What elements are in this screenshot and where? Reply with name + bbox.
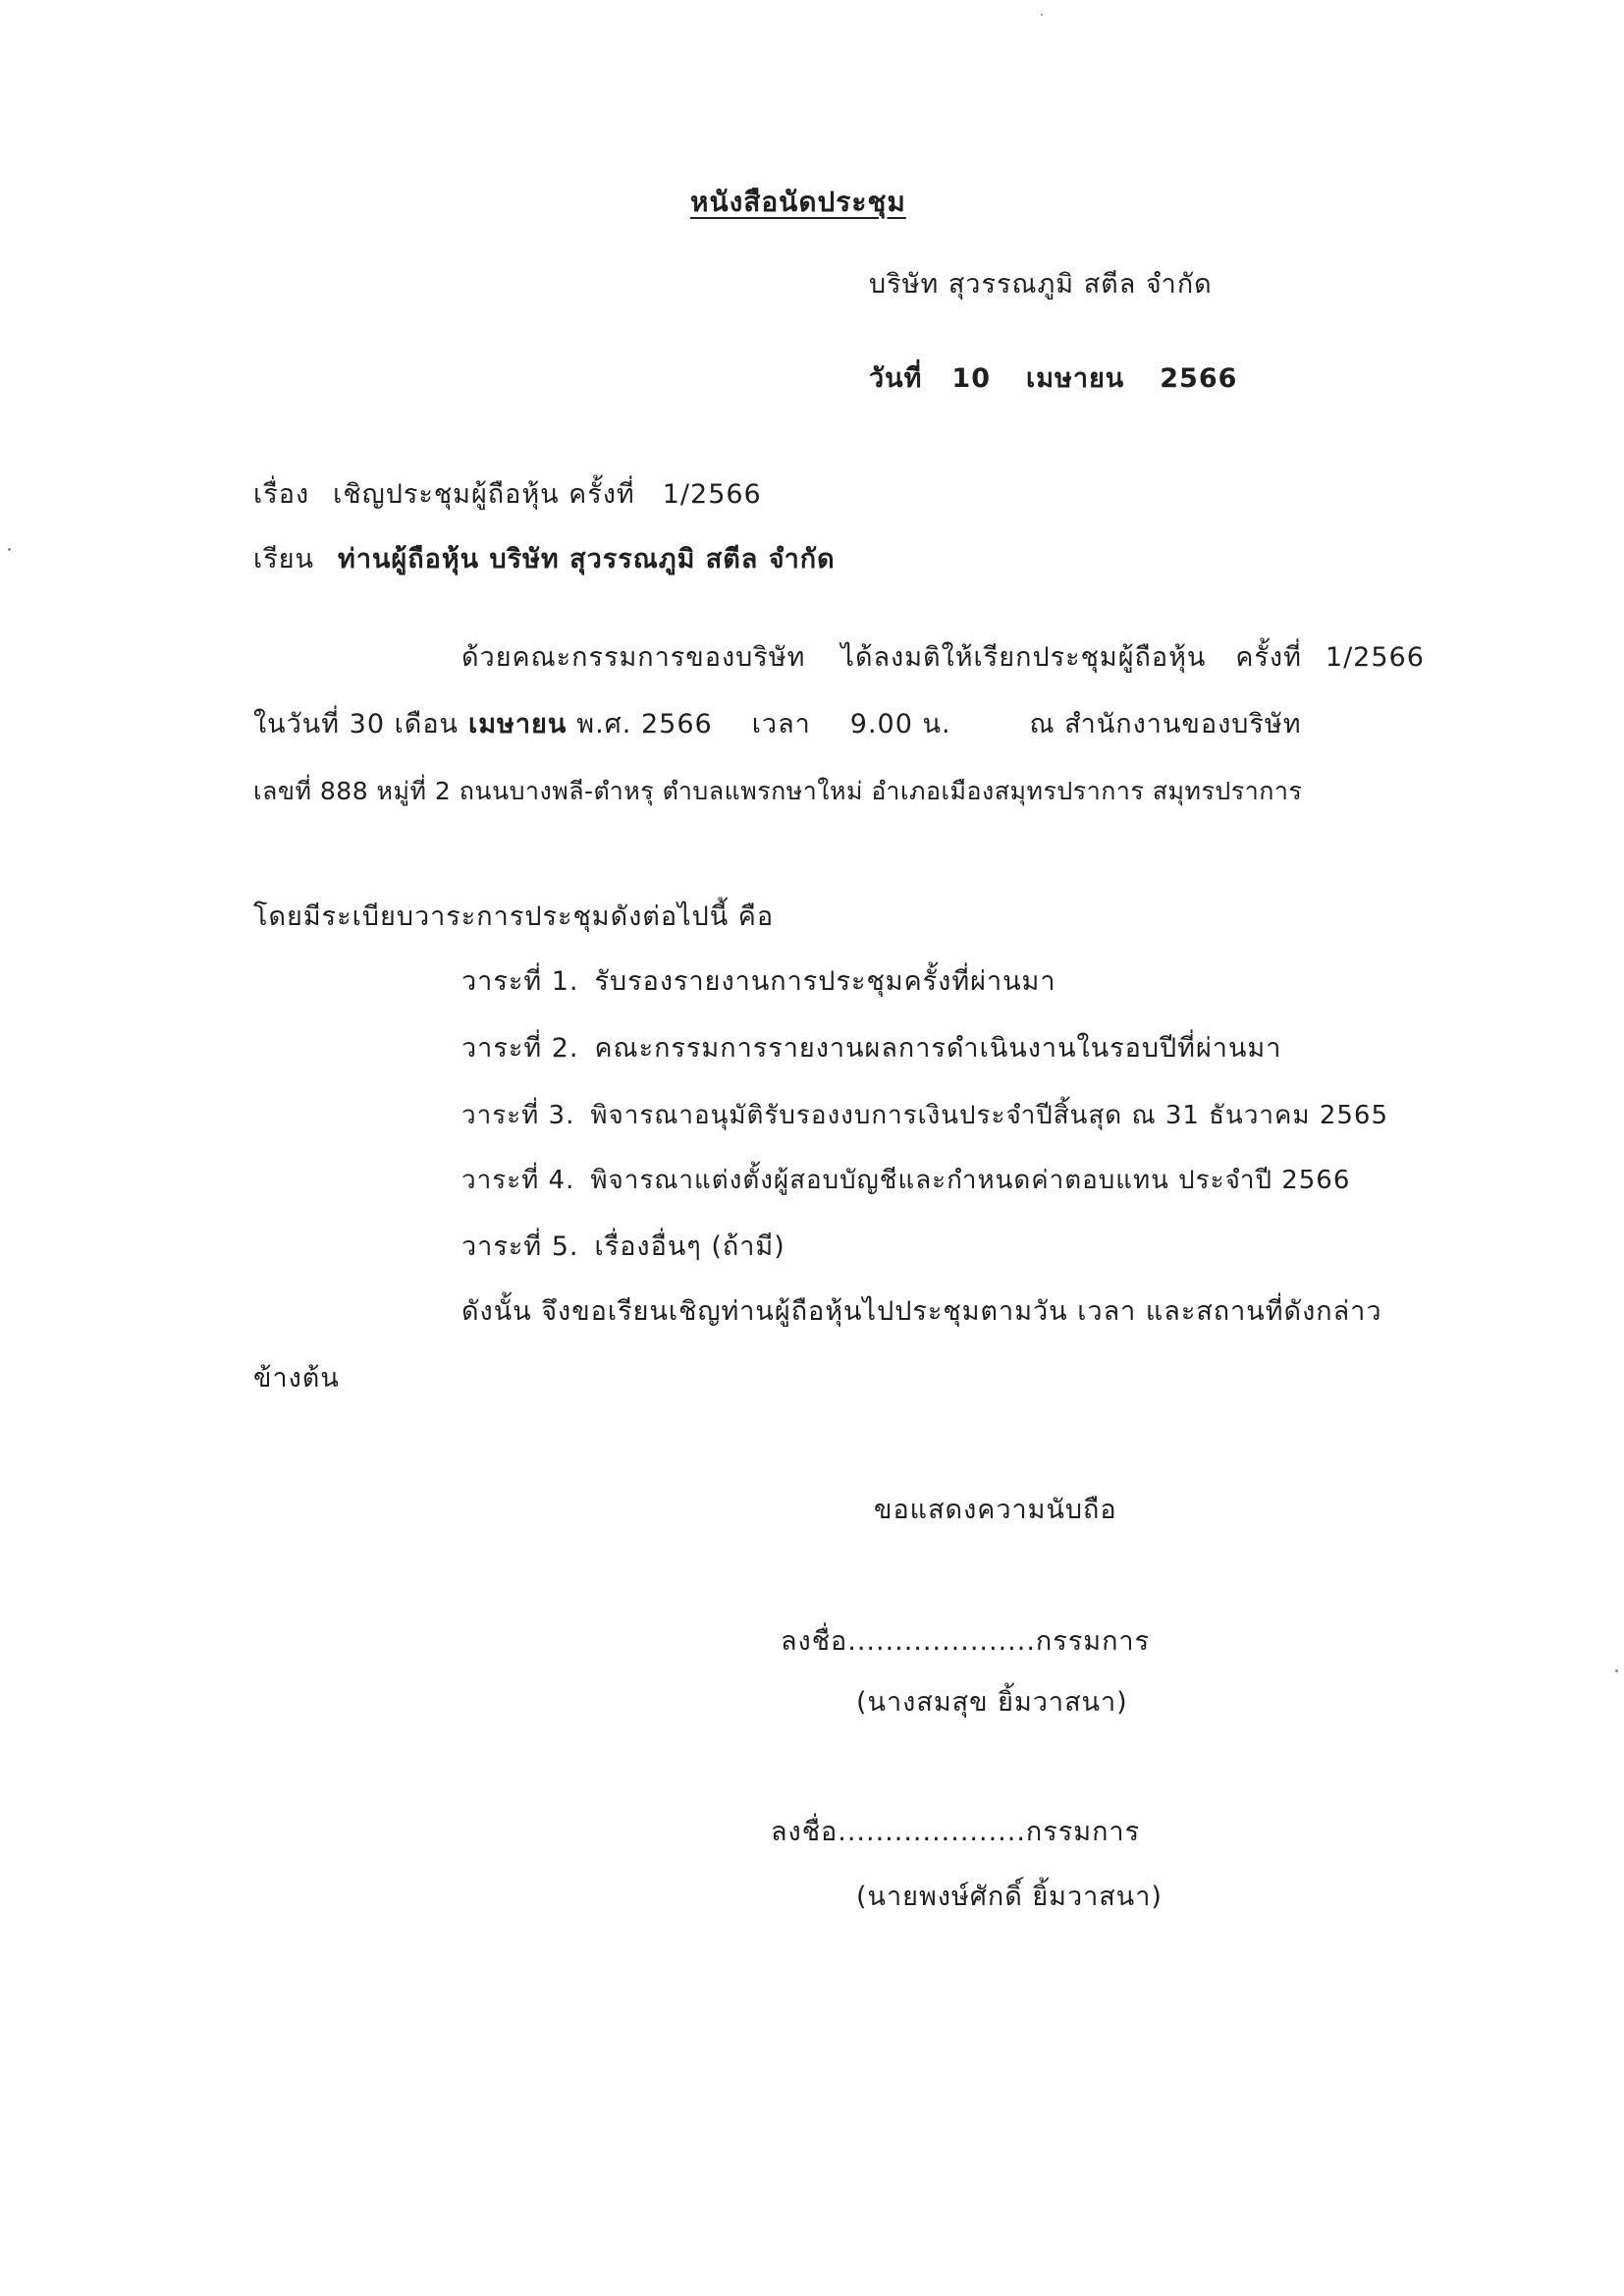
regards: ขอแสดงความนับถือ [874,1495,1117,1525]
body-text: ครั้งที่ [1235,642,1302,673]
agenda-text: พิจารณาอนุมัติรับรองงบการเงินประจำปีสิ้นสุด ณ 31 ธันวาคม 2565 [590,1101,1388,1130]
agenda-text: พิจารณาแต่งตั้งผู้สอบบัญชีและกำหนดค่าตอบแทน ประจำปี 2566 [590,1166,1351,1195]
subject-line [253,475,762,515]
body-text: ในวันที่ 30 เดือน [253,709,460,739]
agenda-label: วาระที่ 4. [461,1166,575,1195]
scan-speck [1041,14,1043,16]
agenda-label: วาระที่ 2. [461,1033,579,1064]
body-text: ได้ลงมติให้เรียกประชุมผู้ถือหุ้น [840,642,1207,673]
body-text: ด้วยคณะกรรมการของบริษัท [461,642,806,673]
agenda-item [461,1161,1350,1200]
body-text: เมษายน [468,709,568,739]
agenda-item [461,1228,785,1267]
body-text: พ.ศ. 2566 [576,709,713,739]
scan-speck [1615,1669,1618,1672]
date-month: เมษายน [1026,363,1125,394]
body-line-2 [253,705,1302,744]
agenda-text: คณะกรรมการรายงานผลการดำเนินงานในรอบปีที่ผ่านมา [594,1033,1282,1064]
agenda-label: วาระที่ 3. [461,1101,575,1130]
agenda-label: วาระที่ 1. [461,966,579,997]
agenda-text: รับรองรายงานการประชุมครั้งที่ผ่านมา [594,966,1056,997]
recipient-line [253,540,836,579]
body-text: ณ สำนักงานของบริษัท [1029,709,1302,739]
body-text: 9.00 น. [849,709,951,739]
subject-number: 1/2566 [662,479,762,510]
subject-text: เชิญประชุมผู้ถือหุ้น ครั้งที่ [333,479,635,510]
body-text: เวลา [751,709,811,739]
agenda-item [461,1096,1388,1135]
agenda-text: เรื่องอื่นๆ (ถ้ามี) [594,1231,785,1262]
document-title: หนังสือนัดประชุม [690,186,906,218]
recipient-label: เรียน [253,544,315,574]
date-label: วันที่ [869,363,923,394]
recipient-text: ท่านผู้ถือหุ้น บริษัท สุวรรณภูมิ สตีล จำกัด [338,544,836,574]
date-year: 2566 [1160,363,1238,394]
agenda-item [461,962,1056,1002]
closing-line-1: ดังนั้น จึงขอเรียนเชิญท่านผู้ถือหุ้นไปประชุมตามวัน เวลา และสถานที่ดังกล่าว [461,1296,1382,1327]
signature-line: ลงชื่อ....................กรรมการ [771,1817,1141,1847]
agenda-intro: โดยมีระเบียบวาระการประชุมดังต่อไปนี้ คือ [253,902,775,932]
agenda-label: วาระที่ 5. [461,1231,579,1262]
signatory-name: (นางสมสุข ยิ้มวาสนา) [856,1687,1128,1718]
body-line-1 [461,638,1425,678]
body-text: 1/2566 [1325,642,1425,673]
signatory-name: (นายพงษ์ศักดิ์ ยิ้มวาสนา) [856,1882,1163,1912]
signature-line: ลงชื่อ....................กรรมการ [781,1626,1151,1657]
date-day: 10 [951,363,991,394]
company-name: บริษัท สุวรรณภูมิ สตีล จำกัด [869,269,1213,300]
subject-label: เรื่อง [253,479,310,510]
scan-speck [8,548,11,551]
agenda-item [461,1029,1281,1068]
letter-date [869,359,1237,399]
body-line-3: เลขที่ 888 หมู่ที่ 2 ถนนบางพลี-ตำหรุ ตำบลแพรกษาใหม่ อำเภอเมืองสมุทรปราการ สมุทรปราการ [253,777,1303,805]
closing-line-2: ข้างต้น [253,1363,340,1394]
